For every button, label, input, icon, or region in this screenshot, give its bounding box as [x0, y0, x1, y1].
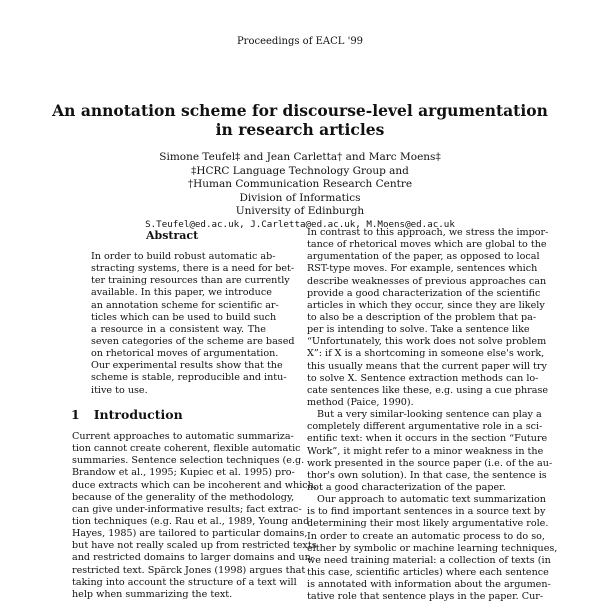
text-line: RST-type moves. For example, sentences which [307, 263, 538, 275]
affiliation: University of Edinburgh [235, 205, 365, 217]
affiliation: †Human Communication Research Centre [187, 178, 413, 190]
text-line: scheme is stable, reproducible and intu- [91, 372, 287, 384]
text-line: itive to use. [91, 384, 148, 396]
author-names: Simone Teufel‡ and Jean Carletta† and Marc Moens‡ [159, 151, 441, 163]
text-line: cate sentences like these, e.g. using a cue phrase [307, 384, 549, 396]
text-line: In order to create an automatic process to do so, [307, 530, 545, 542]
text-line: tion techniques (e.g. Rau et al., 1989, Young and [72, 515, 310, 527]
text-line: to solve X. Sentence extraction methods can lo- [307, 372, 539, 384]
text-line: this case, scientific articles) where each sentence [307, 566, 549, 578]
text-line: Work”, it might refer to a minor weakness in the [307, 445, 544, 457]
text-line: thor's own solution). In that case, the sentence is [307, 469, 547, 481]
text-line: taking into account the structure of a text will [72, 576, 297, 588]
text-line: on rhetorical moves of argumentation. [91, 348, 279, 360]
text-line: either by symbolic or machine learning techniques, [307, 542, 558, 554]
text-line: ter training resources than are currently [91, 275, 290, 287]
text-line: determining their most likely argumentative role. [307, 518, 549, 530]
affiliation: Division of Informatics [239, 192, 361, 204]
text-line: is to find important sentences in a source text by [307, 506, 546, 518]
paper-title-line-2: in research articles [215, 120, 385, 139]
text-line: tative role that sentence plays in the paper. Cur- [307, 591, 544, 603]
section-title: Introduction [93, 407, 183, 422]
text-line: provide a good characterization of the scientific [307, 287, 541, 299]
text-line: because of the generality of the methodology, [72, 491, 295, 503]
text-line: not a good characterization of the paper. [307, 481, 506, 493]
text-line: a resource in a consistent way. The [91, 323, 266, 335]
text-line: tion cannot create coherent, flexible automatic [72, 443, 301, 455]
text-line: work presented in the source paper (i.e. of the au- [307, 457, 553, 469]
text-line: to also be a description of the problem that pa- [307, 311, 537, 323]
text-line: seven categories of the scheme are based [91, 335, 295, 347]
text-line: articles in which they occur, since they are likely [307, 299, 545, 311]
abstract-heading: Abstract [146, 229, 199, 242]
text-line: ticles which can be used to build such [91, 311, 277, 323]
text-line: and restricted domains to larger domains and un- [72, 552, 314, 564]
section-number: 1 [71, 407, 80, 422]
text-line: Our approach to automatic text summarization [317, 494, 546, 506]
text-line: restricted text. Spärck Jones (1998) argues that [72, 564, 306, 576]
text-line: entific text: when it occurs in the section “Future [307, 433, 548, 445]
paper-title-line-1: An annotation scheme for discourse-level argumentation [52, 101, 548, 120]
right-column-body [307, 227, 558, 603]
text-line: tance of rhetorical moves which are global to the [307, 239, 547, 251]
text-line: Current approaches to automatic summariza- [72, 431, 294, 442]
introduction-body [72, 431, 317, 601]
text-line: help when summarizing the text. [72, 588, 233, 600]
text-line: can give under-informative results; fact extrac- [72, 503, 302, 515]
text-line: available. In this paper, we introduce [91, 287, 272, 299]
text-line: duce extracts which can be incoherent and which, [72, 479, 317, 491]
text-line: argumentation of the paper, as opposed to local [307, 251, 540, 263]
author-emails: S.Teufel@ed.ac.uk, J.Carletta@ed.ac.uk, M.Moens@ed.ac.uk [145, 219, 455, 230]
text-line: but have not really scaled up from restricted texts [72, 540, 317, 552]
text-line: is annotated with information about the argumen- [307, 579, 551, 591]
introduction-heading [71, 407, 197, 422]
text-line: an annotation scheme for scientific ar- [91, 299, 279, 311]
text-line: per is intending to solve. Take a sentence like [307, 324, 530, 336]
text-line: stracting systems, there is a need for bet- [91, 263, 295, 275]
text-line: method (Paice, 1990). [307, 396, 414, 408]
text-line: Our experimental results show that the [91, 360, 283, 372]
text-line: Hayes, 1985) are tailored to particular domains, [72, 528, 308, 540]
text-line: describe weaknesses of previous approaches can [307, 275, 547, 287]
text-line: In contrast to this approach, we stress the impor- [307, 227, 549, 238]
text-line: X”: if X is a shortcoming in someone else's work, [307, 348, 545, 360]
text-line: we need training material: a collection of texts (in [307, 554, 551, 566]
affiliation: ‡HCRC Language Technology Group and [191, 165, 409, 177]
text-line: In order to build robust automatic ab- [91, 251, 276, 262]
text-line: “Unfortunately, this work does not solve problem [307, 336, 547, 348]
text-line: But a very similar-looking sentence can play a [317, 409, 542, 421]
text-line: Brandow et al., 1995; Kupiec et al. 1995) pro- [72, 467, 295, 479]
text-line: summaries. Sentence selection techniques (e.g. [72, 455, 305, 467]
text-line: completely different argumentative role in a sci- [307, 421, 543, 433]
text-line: this usually means that the current paper will try [307, 360, 547, 372]
proceedings-header: Proceedings of EACL '99 [236, 36, 364, 47]
abstract-body [91, 251, 295, 397]
